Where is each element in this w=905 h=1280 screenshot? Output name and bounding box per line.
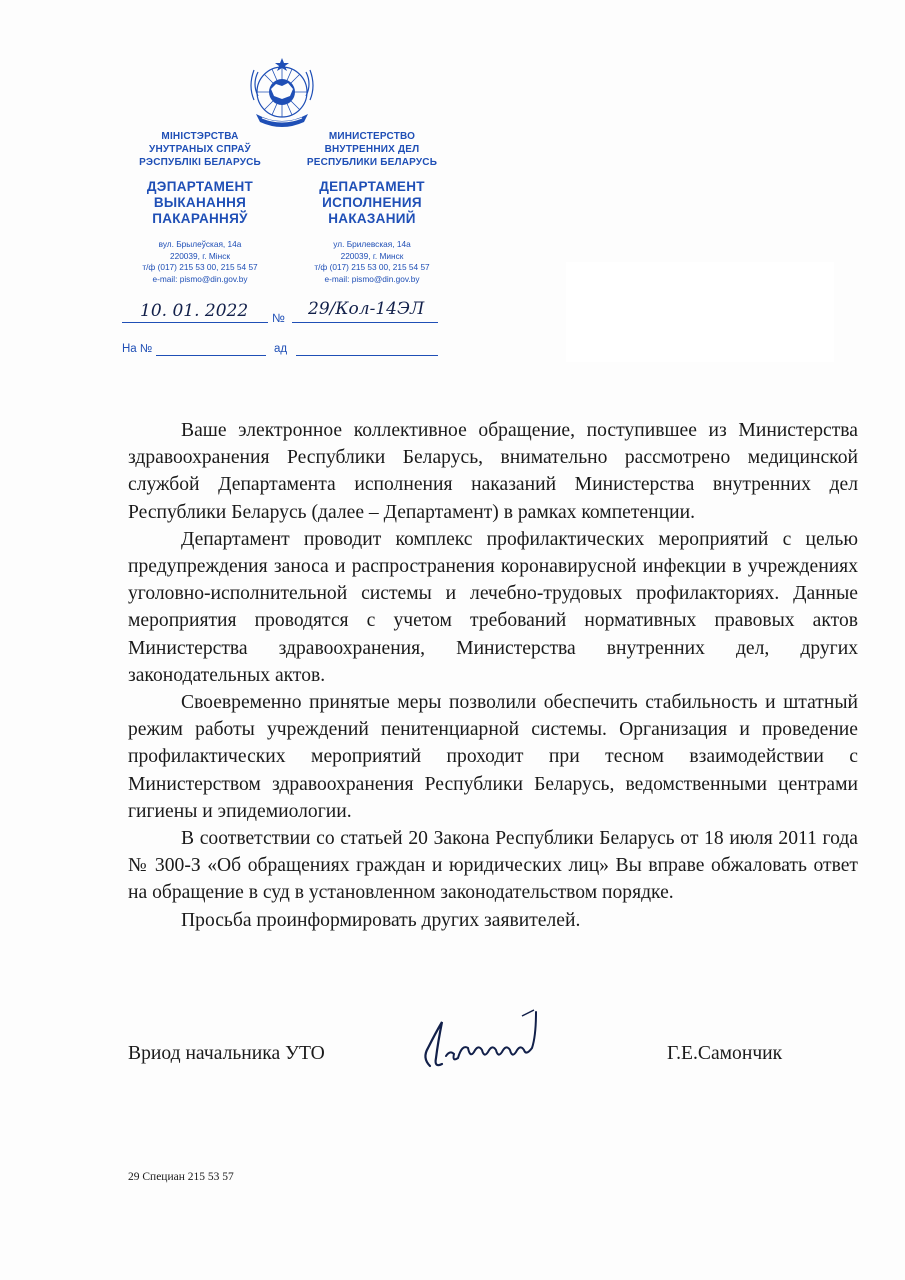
ministry-line: МИНИСТЕРСТВО — [328, 131, 416, 142]
phone-line: т/ф (017) 215 53 00, 215 54 57 — [314, 262, 430, 272]
body-paragraph: Просьба проинформировать других заявителей. — [181, 909, 581, 931]
executor-note: 29 Специан 215 53 57 — [128, 1171, 234, 1183]
address-line: 220039, г. Минск — [340, 250, 404, 261]
date-underline — [122, 322, 268, 323]
header-right — [292, 130, 452, 285]
department-line: ВЫКАНАННЯ — [153, 195, 247, 210]
body-paragraph: Департамент проводит комплекс профилактических мероприятий с целью предупреждения заноса и распространения коронавирусной инфекции в учреждениях уголовно-исполнительной системы и лечебно-трудовых профилакториях. Данные мероприятия проводятся с учетом требований нормативных правовых актов Министерства здравоохранения, Министерства внутренних дел, других законодательных актов. — [128, 528, 858, 686]
body-paragraph: Ваше электронное коллективное обращение, поступившее из Министерства здравоохранения Республики Беларусь, внимательно рассмотрено медицинской службой Департамента исполнения наказаний Министерства внутренних дел Республики Беларусь (далее – Департамент) в рамках компетенции. — [128, 420, 858, 523]
ministry-line: РЭСПУБЛІКІ БЕЛАРУСЬ — [139, 157, 261, 168]
reply-to-label: На № — [122, 343, 153, 355]
ministry-line: ВНУТРЕННИХ ДЕЛ — [324, 144, 420, 155]
letter-date: 10. 01. 2022 — [140, 301, 249, 321]
department-line: ДЕПАРТАМЕНТ — [319, 179, 425, 194]
department-line: ИСПОЛНЕНИЯ — [322, 195, 422, 210]
number-label: № — [272, 311, 285, 325]
state-emblem-icon — [244, 56, 320, 130]
header-left — [112, 130, 288, 285]
letter-number: 29/Кол-14ЭЛ — [308, 299, 425, 319]
handwritten-signature-icon — [408, 1008, 548, 1072]
number-underline — [292, 322, 438, 323]
email-line: e-mail: pismo@din.gov.by — [324, 273, 420, 284]
from-underline — [296, 355, 438, 356]
reply-to-underline — [156, 355, 266, 356]
department-line: ДЭПАРТАМЕНТ — [146, 179, 254, 194]
body-paragraph: Своевременно принятые меры позволили обеспечить стабильность и штатный режим работы учреждений пенитенциарной системы. Организация и проведение профилактических мероприятий проходит при тесном взаимодействии с Министерством здравоохранения Республики Беларусь, ведомственными центрами гигиены и эпидемиологии. — [128, 692, 858, 822]
addressee-block — [566, 262, 834, 362]
phone-line: т/ф (017) 215 53 00, 215 54 57 — [142, 262, 258, 272]
signer-position: Вриод начальника УТО — [128, 1043, 325, 1064]
department-line: ПАКАРАННЯЎ — [152, 211, 248, 226]
letter-body — [128, 417, 858, 934]
address-line: ул. Брилевская, 14а — [333, 239, 411, 249]
email-line: e-mail: pismo@din.gov.by — [152, 273, 248, 284]
signer-name: Г.Е.Самончик — [667, 1043, 783, 1064]
body-paragraph: В соответствии со статьей 20 Закона Республики Беларусь от 18 июля 2011 года № 300-З «Об обращениях граждан и юридических лиц» Вы вправе обжаловать ответ на обращение в суд в установленном законодательством порядке. — [128, 828, 858, 904]
address-line: вул. Брылеўская, 14а — [158, 239, 242, 249]
ministry-line: МІНІСТЭРСТВА — [161, 131, 239, 142]
ministry-line: УНУТРАНЫХ СПРАЎ — [149, 144, 251, 155]
from-label: ад — [274, 343, 288, 355]
department-line: НАКАЗАНИЙ — [328, 211, 416, 226]
address-line: 220039, г. Мінск — [169, 250, 231, 261]
ministry-line: РЕСПУБЛИКИ БЕЛАРУСЬ — [306, 157, 438, 168]
